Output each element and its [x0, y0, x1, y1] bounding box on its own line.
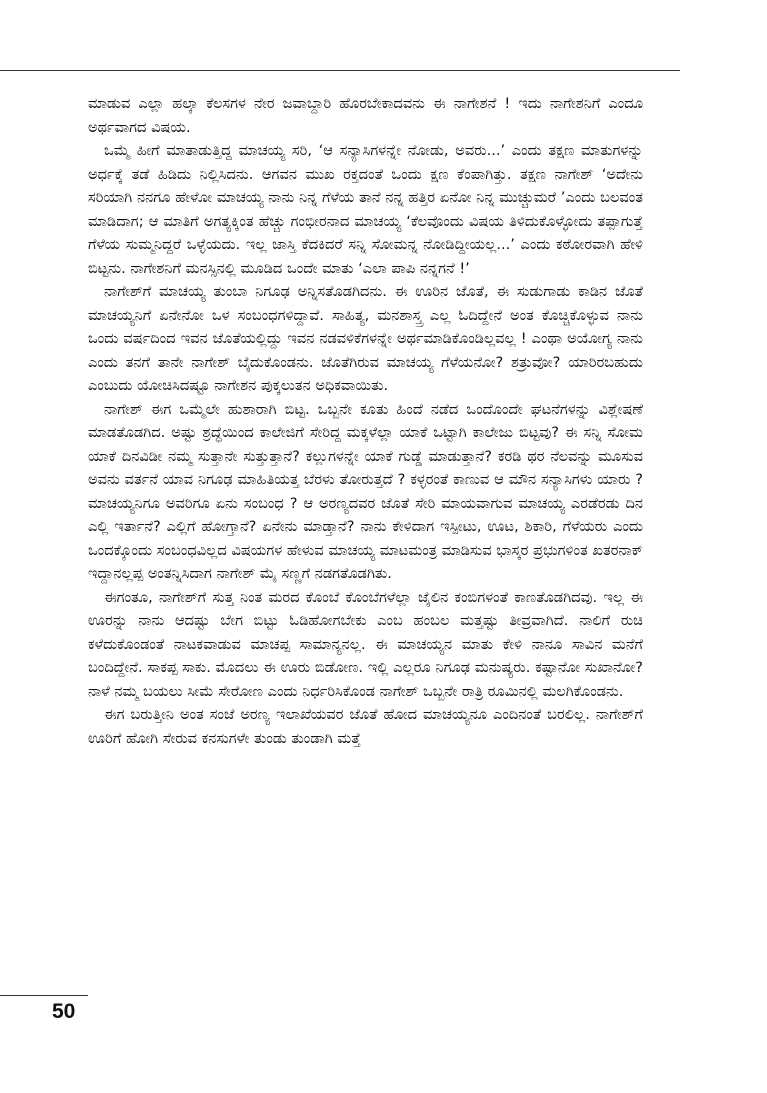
paragraph-1: ಮಾಡುವ ಎಲ್ಲಾ ಹಲ್ಕಾ ಕೆಲಸಗಳ ನೇರ ಜವಾಬ್ದಾರಿ ಹೊರಬೇಕಾದವನು ಈ ನಾಗೇಶನೆ ! ಇದು ನಾಗೇಶನಿಗೆ ಎಂದೂ ಅರ್ಥವಾಗದ ವಿಷಯ. [88, 95, 643, 136]
footer-rule [0, 995, 88, 996]
paragraph-5: ಈಗಂತೂ, ನಾಗೇಶ್‌ಗೆ ಸುತ್ತ ನಿಂತ ಮರದ ಕೊಂಬೆ ಕೊಂಬೆಗಳೆಲ್ಲಾ ಜೈಲಿನ ಕಂಬಿಗಳಂತೆ ಕಾಣತೊಡಗಿದವು. ಇಲ್ಲ ಈ ಊರನ್ನು ನಾನು ಆದಷ್ಟು ಬೇಗ ಬಿಟ್ಟು ಓಡಿಹೋಗಬೇಕು ಎಂಬ ಹಂಬಲ ಮತ್ತಷ್ಟು ತೀವ್ರವಾಗಿದೆ. ನಾಲಿಗೆ ರುಚಿ ಕಳೆದುಕೊಂಡಂತೆ ನಾಟಕವಾಡುವ ಮಾಚಪ್ಪ ಸಾಮಾನ್ಯನಲ್ಲ. ಈ ಮಾಚಯ್ಯನ ಮಾತು ಕೇಳಿ ನಾನೂ ಸಾವಿನ ಮನೆಗೆ ಬಂದಿದ್ದೇನೆ. ಸಾಕಪ್ಪ ಸಾಕು. ಮೊದಲು ಈ ಊರು ಬಿಡೋಣ. ಇಲ್ಲಿ ಎಲ್ಲರೂ ನಿಗೂಢ ಮನುಷ್ಯರು. ಕಷ್ಟಾನೋ ಸುಖಾನೋ? ನಾಳೆ ನಮ್ಮ ಬಯಲು ಸೀಮೆ ಸೇರೋಣ ಎಂದು ನಿರ್ಧರಿಸಿಕೊಂಡ ನಾಗೇಶ್ ಒಬ್ಬನೇ ರಾತ್ರಿ ರೂಮಿನಲ್ಲಿ ಮಲಗಿಕೊಂಡನು. [88, 588, 643, 700]
page-number: 50 [52, 1000, 76, 1023]
paragraph-3: ನಾಗೇಶ್‌ಗೆ ಮಾಚಯ್ಯ ತುಂಬಾ ನಿಗೂಢ ಅನ್ನಿಸತೊಡಗಿದನು. ಈ ಊರಿನ ಜೊತೆ, ಈ ಸುಡುಗಾಡು ಕಾಡಿನ ಜೊತೆ ಮಾಚಯ್ಯನಿಗೆ ಏನೇನೋ ಒಳ ಸಂಬಂಧಗಳಿದ್ದಾವೆ. ಸಾಹಿತ್ಯ, ಮನಶಾಸ್ತ್ರ ಎಲ್ಲ ಓದಿದ್ದೇನೆ ಅಂತ ಕೊಚ್ಚಿಕೊಳ್ಳುವ ನಾನು ಒಂದು ವರ್ಷದಿಂದ ಇವನ ಜೊತೆಯಲ್ಲಿದ್ದು ಇವನ ನಡವಳಿಕೆಗಳನ್ನೇ ಅರ್ಥಮಾಡಿಕೊಂಡಿಲ್ಲವಲ್ಲ ! ಎಂಥಾ ಅಯೋಗ್ಯ ನಾನು ಎಂದು ತನಗೆ ತಾನೇ ನಾಗೇಶ್ ಬೈದುಕೊಂಡನು. ಜೊತೆಗಿರುವ ಮಾಚಯ್ಯ ಗೆಳೆಯನೋ? ಶತ್ರುವೋ? ಯಾರಿರಬಹುದು ಎಂಬುದು ಯೋಚಿಸಿದಷ್ಟೂ ನಾಗೇಶನ ಪುಕ್ಕಲುತನ ಅಧಿಕವಾಯಿತು. [88, 283, 643, 394]
header-rule [0, 70, 680, 71]
body-text [88, 92, 643, 750]
paragraph-6: ಈಗ ಬರುತ್ತೀನಿ ಅಂತ ಸಂಜೆ ಅರಣ್ಯ ಇಲಾಖೆಯವರ ಜೊತೆ ಹೋದ ಮಾಚಯ್ಯನೂ ಎಂದಿನಂತೆ ಬರಲಿಲ್ಲ. ನಾಗೇಶ್‌ಗೆ ಊರಿಗೆ ಹೋಗಿ ಸೇರುವ ಕನಸುಗಳೇ ತುಂಡು ತುಂಡಾಗಿ ಮತ್ತೆ [88, 706, 643, 747]
paragraph-2: ಒಮ್ಮೆ ಹೀಗೆ ಮಾತಾಡುತ್ತಿದ್ದ ಮಾಚಯ್ಯ ಸರಿ, ‘ಆ ಸನ್ಯಾಸಿಗಳನ್ನೇ ನೋಡು, ಅವರು...’ ಎಂದು ತಕ್ಷಣ ಮಾತುಗಳನ್ನು ಅರ್ಧಕ್ಕೆ ತಡೆ ಹಿಡಿದು ನಿಲ್ಲಿಸಿದನು. ಆಗವನ ಮುಖ ರಕ್ತದಂತೆ ಒಂದು ಕ್ಷಣ ಕೆಂಪಾಗಿತ್ತು. ತಕ್ಷಣ ನಾಗೇಶ್ ‘ಅದೇನು ಸರಿಯಾಗಿ ನನಗೂ ಹೇಳೋ ಮಾಚಯ್ಯ ನಾನು ನಿನ್ನ ಗೆಳೆಯ ತಾನೆ ನನ್ನ ಹತ್ತಿರ ಏನೋ ನಿನ್ನ ಮುಚ್ಚುಮರೆ ’ಎಂದು ಬಲವಂತ ಮಾಡಿದಾಗ; ಆ ಮಾತಿಗೆ ಅಗತ್ಯಕ್ಕಿಂತ ಹೆಚ್ಚು ಗಂಭೀರನಾದ ಮಾಚಯ್ಯ ‘ಕೆಲವೊಂದು ವಿಷಯ ತಿಳಿದುಕೊಳ್ಳೋದು ತಪ್ಪಾಗುತ್ತೆ ಗೆಳೆಯ ಸುಮ್ಮನಿದ್ದರೆ ಒಳ್ಳೆಯದು. ಇಲ್ಲ ಜಾಸ್ತಿ ಕೆದಕಿದರೆ ಸನ್ನಿ ಸೋಮನ್ನ ನೋಡಿದ್ದೀಯಲ್ಲ...’ ಎಂದು ಕಠೋರವಾಗಿ ಹೇಳಿ ಬಿಟ್ಟನು. ನಾಗೇಶನಿಗೆ ಮನಸ್ಸಿನಲ್ಲಿ ಮೂಡಿದ ಒಂದೇ ಮಾತು ‘ಎಲಾ ಪಾಪಿ ನನ್ನಗನೆ !’ [88, 142, 643, 277]
paragraph-4: ನಾಗೇಶ್ ಈಗ ಒಮ್ಮೆಲೇ ಹುಶಾರಾಗಿ ಬಿಟ್ಟ. ಒಬ್ಬನೇ ಕೂತು ಹಿಂದೆ ನಡೆದ ಒಂದೊಂದೇ ಘಟನೆಗಳನ್ನು ವಿಶ್ಲೇಷಣೆ ಮಾಡತೊಡಗಿದ. ಅಷ್ಟು ಶ್ರದ್ಧೆಯಿಂದ ಕಾಲೇಜಿಗೆ ಸೇರಿದ್ದ ಮಕ್ಕಳೆಲ್ಲಾ ಯಾಕೆ ಒಟ್ಟಾಗಿ ಕಾಲೇಜು ಬಿಟ್ಟವು? ಈ ಸನ್ನಿ ಸೋಮ ಯಾಕೆ ದಿನವಿಡೀ ನಮ್ಮ ಸುತ್ತಾನೇ ಸುತ್ತುತ್ತಾನೆ? ಕಲ್ಲುಗಳನ್ನೇ ಯಾಕೆ ಗುಡ್ಡೆ ಮಾಡುತ್ತಾನೆ? ಕರಡಿ ಥರ ನೆಲವನ್ನು ಮೂಸುವ ಅವನು ವರ್ತನೆ ಯಾವ ನಿಗೂಢ ಮಾಹಿತಿಯತ್ತ ಬೆರಳು ತೋರುತ್ತದೆ ? ಕಳ್ಳರಂತೆ ಕಾಣುವ ಆ ಮೌನ ಸನ್ಯಾಸಿಗಳು ಯಾರು ? ಮಾಚಯ್ಯನಿಗೂ ಅವರಿಗೂ ಏನು ಸಂಬಂಧ ? ಆ ಅರಣ್ಯದವರ ಜೊತೆ ಸೇರಿ ಮಾಯವಾಗುವ ಮಾಚಯ್ಯ ಎರಡೆರಡು ದಿನ ಎಲ್ಲಿ ಇರ್ತಾನೆ? ಎಲ್ಲಿಗೆ ಹೋಗ್ತಾನೆ? ಏನೇನು ಮಾಡ್ತಾನೆ? ನಾನು ಕೇಳಿದಾಗ ಇಸ್ಪೀಟು, ಊಟ, ಶಿಕಾರಿ, ಗೆಳೆಯರು ಎಂದು ಒಂದಕ್ಕೊಂದು ಸಂಬಂಧವಿಲ್ಲದ ವಿಷಯಗಳ ಹೇಳುವ ಮಾಚಯ್ಯ ಮಾಟಮಂತ್ರ ಮಾಡಿಸುವ ಭಾಸ್ಕರ ಪ್ರಭುಗಳಿಂತ ಖತರನಾಕ್ ಇದ್ದಾನಲ್ಲಪ್ಪ ಅಂತನ್ನಿಸಿದಾಗ ನಾಗೇಶ್ ಮೈ ಸಣ್ಣಗೆ ನಡಗತೊಡಗಿತು. [88, 400, 643, 582]
